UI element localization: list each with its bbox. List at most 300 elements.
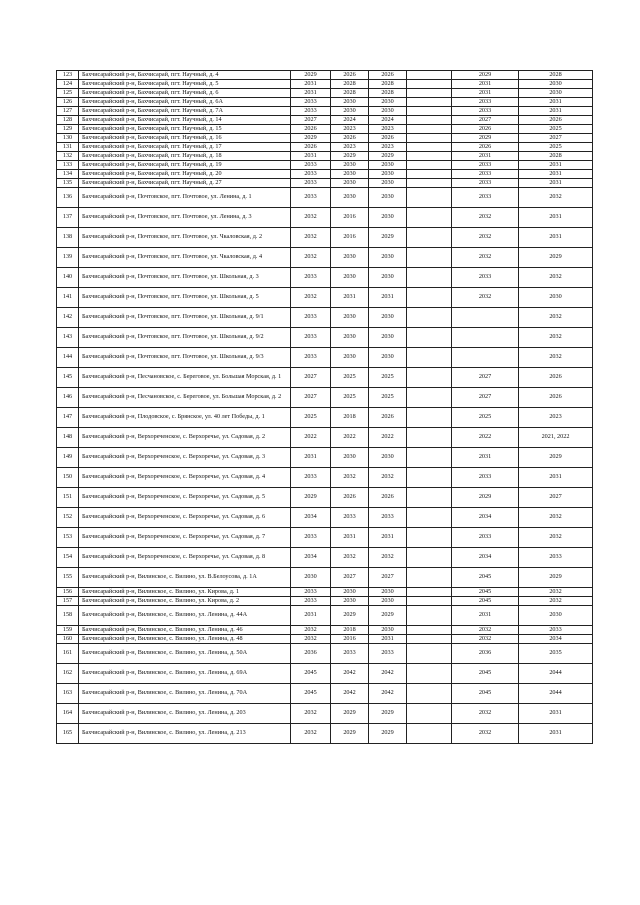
row-number-cell: 147 — [57, 408, 79, 428]
year-cell-1: 2034 — [291, 548, 331, 568]
year-cell-2: 2025 — [331, 388, 369, 408]
address-cell: Бахчисарайский р-н, Почтовское, пгт. Почтовое, ул. Чкаловская, д. 4 — [79, 248, 291, 268]
year-cell-4 — [407, 248, 452, 268]
year-cell-5: 2027 — [452, 368, 519, 388]
table-row — [57, 98, 593, 107]
year-cell-1: 2033 — [291, 468, 331, 488]
year-cell-6: 2032 — [519, 597, 593, 606]
year-cell-5: 2031 — [452, 89, 519, 98]
year-cell-1: 2045 — [291, 664, 331, 684]
table-row — [57, 528, 593, 548]
year-cell-5: 2033 — [452, 268, 519, 288]
row-number-cell: 149 — [57, 448, 79, 468]
year-cell-4 — [407, 98, 452, 107]
year-cell-6: 2035 — [519, 644, 593, 664]
year-cell-3: 2030 — [369, 170, 407, 179]
year-cell-5: 2022 — [452, 428, 519, 448]
year-cell-3: 2030 — [369, 179, 407, 188]
table-row — [57, 143, 593, 152]
year-cell-2: 2031 — [331, 288, 369, 308]
year-cell-6: 2026 — [519, 116, 593, 125]
year-cell-2: 2030 — [331, 448, 369, 468]
year-cell-5: 2032 — [452, 635, 519, 644]
year-cell-3: 2042 — [369, 664, 407, 684]
year-cell-6: 2044 — [519, 684, 593, 704]
row-number-cell: 162 — [57, 664, 79, 684]
row-number-cell: 139 — [57, 248, 79, 268]
year-cell-4 — [407, 606, 452, 626]
year-cell-3: 2033 — [369, 644, 407, 664]
year-cell-6: 2031 — [519, 468, 593, 488]
year-cell-3: 2030 — [369, 348, 407, 368]
year-cell-3: 2030 — [369, 208, 407, 228]
year-cell-3: 2025 — [369, 388, 407, 408]
year-cell-5: 2033 — [452, 107, 519, 116]
year-cell-4 — [407, 288, 452, 308]
year-cell-4 — [407, 548, 452, 568]
year-cell-3: 2030 — [369, 107, 407, 116]
year-cell-1: 2031 — [291, 80, 331, 89]
year-cell-1: 2045 — [291, 684, 331, 704]
year-cell-2: 2023 — [331, 143, 369, 152]
row-number-cell: 165 — [57, 724, 79, 744]
table-row — [57, 107, 593, 116]
year-cell-3: 2031 — [369, 635, 407, 644]
year-cell-6: 2032 — [519, 308, 593, 328]
table-row — [57, 588, 593, 597]
row-number-cell: 127 — [57, 107, 79, 116]
year-cell-6: 2030 — [519, 288, 593, 308]
year-cell-1: 2033 — [291, 188, 331, 208]
year-cell-3: 2026 — [369, 71, 407, 80]
year-cell-1: 2032 — [291, 228, 331, 248]
table-row — [57, 288, 593, 308]
row-number-cell: 125 — [57, 89, 79, 98]
year-cell-2: 2030 — [331, 588, 369, 597]
year-cell-2: 2030 — [331, 98, 369, 107]
year-cell-5: 2031 — [452, 80, 519, 89]
table-row — [57, 125, 593, 134]
year-cell-1: 2032 — [291, 635, 331, 644]
table-row — [57, 308, 593, 328]
year-cell-6: 2034 — [519, 635, 593, 644]
year-cell-4 — [407, 228, 452, 248]
year-cell-1: 2030 — [291, 568, 331, 588]
year-cell-4 — [407, 170, 452, 179]
table-row — [57, 428, 593, 448]
year-cell-1: 2033 — [291, 268, 331, 288]
row-number-cell: 130 — [57, 134, 79, 143]
year-cell-5: 2036 — [452, 644, 519, 664]
address-cell: Бахчисарайский р-н, Вилинское, с. Вилино, ул. Ленина, д. 50А — [79, 644, 291, 664]
address-cell: Бахчисарайский р-н, Вилинское, с. Вилино, ул. Ленина, д. 70А — [79, 684, 291, 704]
year-cell-3: 2042 — [369, 684, 407, 704]
year-cell-5 — [452, 328, 519, 348]
year-cell-4 — [407, 635, 452, 644]
year-cell-2: 2026 — [331, 488, 369, 508]
year-cell-3: 2026 — [369, 134, 407, 143]
year-cell-5: 2029 — [452, 488, 519, 508]
year-cell-1: 2022 — [291, 428, 331, 448]
year-cell-4 — [407, 388, 452, 408]
year-cell-5: 2033 — [452, 468, 519, 488]
year-cell-2: 2033 — [331, 508, 369, 528]
year-cell-3: 2032 — [369, 548, 407, 568]
year-cell-1: 2025 — [291, 408, 331, 428]
row-number-cell: 157 — [57, 597, 79, 606]
year-cell-5: 2025 — [452, 408, 519, 428]
year-cell-6: 2029 — [519, 448, 593, 468]
year-cell-5: 2032 — [452, 626, 519, 635]
table-row — [57, 724, 593, 744]
address-cell: Бахчисарайский р-н, Бахчисарай, пгт. Научный, д. 4 — [79, 71, 291, 80]
table-row — [57, 134, 593, 143]
year-cell-2: 2027 — [331, 568, 369, 588]
year-cell-1: 2032 — [291, 704, 331, 724]
year-cell-4 — [407, 448, 452, 468]
year-cell-5: 2033 — [452, 98, 519, 107]
year-cell-5: 2031 — [452, 448, 519, 468]
address-cell: Бахчисарайский р-н, Бахчисарай, пгт. Научный, д. 19 — [79, 161, 291, 170]
year-cell-5: 2045 — [452, 588, 519, 597]
year-cell-2: 2022 — [331, 428, 369, 448]
year-cell-1: 2033 — [291, 179, 331, 188]
year-cell-6: 2032 — [519, 328, 593, 348]
year-cell-4 — [407, 328, 452, 348]
year-cell-4 — [407, 348, 452, 368]
year-cell-1: 2032 — [291, 724, 331, 744]
table-row — [57, 548, 593, 568]
address-cell: Бахчисарайский р-н, Вилинское, с. Вилино, ул. Ленина, д. 44А — [79, 606, 291, 626]
row-number-cell: 156 — [57, 588, 79, 597]
year-cell-6: 2031 — [519, 161, 593, 170]
year-cell-4 — [407, 488, 452, 508]
address-cell: Бахчисарайский р-н, Вилинское, с. Вилино, ул. В.Белоусова, д. 1А — [79, 568, 291, 588]
year-cell-4 — [407, 684, 452, 704]
year-cell-1: 2032 — [291, 288, 331, 308]
year-cell-6: 2029 — [519, 568, 593, 588]
row-number-cell: 140 — [57, 268, 79, 288]
year-cell-3: 2024 — [369, 116, 407, 125]
year-cell-2: 2026 — [331, 71, 369, 80]
row-number-cell: 136 — [57, 188, 79, 208]
year-cell-3: 2028 — [369, 89, 407, 98]
row-number-cell: 154 — [57, 548, 79, 568]
year-cell-4 — [407, 116, 452, 125]
address-cell: Бахчисарайский р-н, Верхореченское, с. Верхоречье, ул. Садовая, д. 2 — [79, 428, 291, 448]
address-cell: Бахчисарайский р-н, Вилинское, с. Вилино, ул. Ленина, д. 213 — [79, 724, 291, 744]
table-row — [57, 228, 593, 248]
year-cell-5: 2029 — [452, 134, 519, 143]
year-cell-1: 2031 — [291, 89, 331, 98]
year-cell-5 — [452, 348, 519, 368]
year-cell-1: 2033 — [291, 528, 331, 548]
address-cell: Бахчисарайский р-н, Верхореченское, с. Верхоречье, ул. Садовая, д. 7 — [79, 528, 291, 548]
row-number-cell: 128 — [57, 116, 79, 125]
year-cell-6: 2023 — [519, 408, 593, 428]
row-number-cell: 161 — [57, 644, 79, 664]
address-cell: Бахчисарайский р-н, Бахчисарай, пгт. Научный, д. 18 — [79, 152, 291, 161]
year-cell-4 — [407, 71, 452, 80]
year-cell-2: 2030 — [331, 308, 369, 328]
year-cell-6: 2026 — [519, 388, 593, 408]
year-cell-1: 2033 — [291, 588, 331, 597]
year-cell-4 — [407, 368, 452, 388]
year-cell-5: 2031 — [452, 606, 519, 626]
row-number-cell: 164 — [57, 704, 79, 724]
year-cell-1: 2032 — [291, 248, 331, 268]
year-cell-6: 2031 — [519, 724, 593, 744]
year-cell-6: 2029 — [519, 248, 593, 268]
table-row — [57, 468, 593, 488]
year-cell-5: 2034 — [452, 508, 519, 528]
year-cell-5: 2033 — [452, 188, 519, 208]
year-cell-3: 2030 — [369, 248, 407, 268]
year-cell-6: 2032 — [519, 268, 593, 288]
year-cell-3: 2032 — [369, 468, 407, 488]
table-row — [57, 508, 593, 528]
year-cell-6: 2030 — [519, 606, 593, 626]
row-number-cell: 137 — [57, 208, 79, 228]
year-cell-6: 2030 — [519, 80, 593, 89]
year-cell-6: 2031 — [519, 704, 593, 724]
row-number-cell: 150 — [57, 468, 79, 488]
year-cell-2: 2030 — [331, 188, 369, 208]
year-cell-6: 2033 — [519, 548, 593, 568]
row-number-cell: 163 — [57, 684, 79, 704]
year-cell-4 — [407, 508, 452, 528]
year-cell-5: 2045 — [452, 684, 519, 704]
table-row — [57, 597, 593, 606]
year-cell-5: 2033 — [452, 528, 519, 548]
address-cell: Бахчисарайский р-н, Бахчисарай, пгт. Научный, д. 16 — [79, 134, 291, 143]
row-number-cell: 144 — [57, 348, 79, 368]
row-number-cell: 160 — [57, 635, 79, 644]
table-row — [57, 606, 593, 626]
address-cell: Бахчисарайский р-н, Почтовское, пгт. Почтовое, ул. Школьная, д. 9/2 — [79, 328, 291, 348]
table-row — [57, 684, 593, 704]
year-cell-1: 2029 — [291, 134, 331, 143]
table-row — [57, 448, 593, 468]
address-cell: Бахчисарайский р-н, Песчановское, с. Береговое, ул. Большая Морская, д. 2 — [79, 388, 291, 408]
year-cell-3: 2022 — [369, 428, 407, 448]
row-number-cell: 138 — [57, 228, 79, 248]
year-cell-1: 2026 — [291, 143, 331, 152]
year-cell-2: 2016 — [331, 208, 369, 228]
year-cell-2: 2018 — [331, 408, 369, 428]
address-cell: Бахчисарайский р-н, Почтовское, пгт. Почтовое, ул. Школьная, д. 5 — [79, 288, 291, 308]
year-cell-4 — [407, 89, 452, 98]
year-cell-5: 2045 — [452, 664, 519, 684]
year-cell-3: 2029 — [369, 228, 407, 248]
year-cell-3: 2029 — [369, 724, 407, 744]
year-cell-3: 2029 — [369, 606, 407, 626]
address-cell: Бахчисарайский р-н, Почтовское, пгт. Почтовое, ул. Школьная, д. 3 — [79, 268, 291, 288]
year-cell-3: 2030 — [369, 328, 407, 348]
year-cell-5: 2033 — [452, 179, 519, 188]
year-cell-3: 2030 — [369, 626, 407, 635]
table-row — [57, 80, 593, 89]
address-cell: Бахчисарайский р-н, Почтовское, пгт. Почтовое, ул. Чкаловская, д. 2 — [79, 228, 291, 248]
year-cell-2: 2030 — [331, 348, 369, 368]
row-number-cell: 135 — [57, 179, 79, 188]
year-cell-5: 2033 — [452, 161, 519, 170]
year-cell-6: 2031 — [519, 107, 593, 116]
table-row — [57, 626, 593, 635]
row-number-cell: 133 — [57, 161, 79, 170]
year-cell-4 — [407, 597, 452, 606]
year-cell-3: 2030 — [369, 188, 407, 208]
year-cell-1: 2033 — [291, 348, 331, 368]
year-cell-2: 2030 — [331, 179, 369, 188]
year-cell-5: 2032 — [452, 228, 519, 248]
row-number-cell: 131 — [57, 143, 79, 152]
year-cell-1: 2034 — [291, 508, 331, 528]
year-cell-2: 2024 — [331, 116, 369, 125]
year-cell-3: 2025 — [369, 368, 407, 388]
year-cell-5: 2027 — [452, 388, 519, 408]
year-cell-2: 2029 — [331, 606, 369, 626]
year-cell-6: 2028 — [519, 71, 593, 80]
year-cell-2: 2018 — [331, 626, 369, 635]
address-cell: Бахчисарайский р-н, Вилинское, с. Вилино, ул. Кирова, д. 1 — [79, 588, 291, 597]
year-cell-4 — [407, 188, 452, 208]
address-cell: Бахчисарайский р-н, Верхореченское, с. Верхоречье, ул. Садовая, д. 6 — [79, 508, 291, 528]
year-cell-1: 2033 — [291, 308, 331, 328]
row-number-cell: 148 — [57, 428, 79, 448]
address-cell: Бахчисарайский р-н, Бахчисарай, пгт. Научный, д. 6 — [79, 89, 291, 98]
year-cell-2: 2030 — [331, 248, 369, 268]
year-cell-6: 2027 — [519, 134, 593, 143]
row-number-cell: 141 — [57, 288, 79, 308]
table-body — [57, 71, 593, 744]
year-cell-3: 2027 — [369, 568, 407, 588]
year-cell-5: 2027 — [452, 116, 519, 125]
address-cell: Бахчисарайский р-н, Почтовское, пгт. Почтовое, ул. Школьная, д. 9/1 — [79, 308, 291, 328]
year-cell-3: 2023 — [369, 125, 407, 134]
table-row — [57, 704, 593, 724]
year-cell-2: 2042 — [331, 684, 369, 704]
table-row — [57, 368, 593, 388]
year-cell-3: 2023 — [369, 143, 407, 152]
address-cell: Бахчисарайский р-н, Бахчисарай, пгт. Научный, д. 6А — [79, 98, 291, 107]
year-cell-4 — [407, 143, 452, 152]
year-cell-5: 2045 — [452, 597, 519, 606]
year-cell-6: 2032 — [519, 188, 593, 208]
row-number-cell: 123 — [57, 71, 79, 80]
table-row — [57, 116, 593, 125]
address-cell: Бахчисарайский р-н, Вилинское, с. Вилино, ул. Ленина, д. 69А — [79, 664, 291, 684]
year-cell-3: 2031 — [369, 288, 407, 308]
year-cell-2: 2026 — [331, 134, 369, 143]
table-row — [57, 328, 593, 348]
address-cell: Бахчисарайский р-н, Бахчисарай, пгт. Научный, д. 17 — [79, 143, 291, 152]
year-cell-6: 2026 — [519, 368, 593, 388]
address-cell: Бахчисарайский р-н, Верхореченское, с. Верхоречье, ул. Садовая, д. 3 — [79, 448, 291, 468]
year-cell-2: 2030 — [331, 161, 369, 170]
address-cell: Бахчисарайский р-н, Вилинское, с. Вилино, ул. Ленина, д. 203 — [79, 704, 291, 724]
address-cell: Бахчисарайский р-н, Плодовское, с. Брянское, ул. 40 лет Победы, д. 1 — [79, 408, 291, 428]
address-cell: Бахчисарайский р-н, Вилинское, с. Вилино, ул. Кирова, д. 2 — [79, 597, 291, 606]
row-number-cell: 153 — [57, 528, 79, 548]
year-cell-5: 2032 — [452, 248, 519, 268]
year-cell-2: 2028 — [331, 89, 369, 98]
year-cell-4 — [407, 528, 452, 548]
row-number-cell: 158 — [57, 606, 79, 626]
row-number-cell: 134 — [57, 170, 79, 179]
year-cell-3: 2030 — [369, 268, 407, 288]
year-cell-4 — [407, 208, 452, 228]
year-cell-4 — [407, 408, 452, 428]
row-number-cell: 126 — [57, 98, 79, 107]
address-cell: Бахчисарайский р-н, Бахчисарай, пгт. Научный, д. 5 — [79, 80, 291, 89]
table-row — [57, 179, 593, 188]
year-cell-5: 2026 — [452, 143, 519, 152]
year-cell-6: 2025 — [519, 143, 593, 152]
year-cell-5: 2031 — [452, 152, 519, 161]
year-cell-3: 2030 — [369, 597, 407, 606]
year-cell-3: 2030 — [369, 308, 407, 328]
address-cell: Бахчисарайский р-н, Вилинское, с. Вилино, ул. Ленина, д. 46 — [79, 626, 291, 635]
table-row — [57, 644, 593, 664]
year-cell-2: 2030 — [331, 268, 369, 288]
year-cell-6: 2031 — [519, 208, 593, 228]
year-cell-5: 2034 — [452, 548, 519, 568]
year-cell-4 — [407, 125, 452, 134]
year-cell-5: 2032 — [452, 724, 519, 744]
year-cell-3: 2033 — [369, 508, 407, 528]
year-cell-4 — [407, 468, 452, 488]
year-cell-5: 2032 — [452, 704, 519, 724]
year-cell-3: 2030 — [369, 588, 407, 597]
year-cell-3: 2030 — [369, 98, 407, 107]
year-cell-1: 2026 — [291, 125, 331, 134]
year-cell-4 — [407, 152, 452, 161]
year-cell-5: 2032 — [452, 288, 519, 308]
year-cell-4 — [407, 588, 452, 597]
year-cell-3: 2026 — [369, 408, 407, 428]
table-row — [57, 635, 593, 644]
year-cell-3: 2031 — [369, 528, 407, 548]
year-cell-5: 2033 — [452, 170, 519, 179]
table-row — [57, 488, 593, 508]
address-cell: Бахчисарайский р-н, Верхореченское, с. Верхоречье, ул. Садовая, д. 4 — [79, 468, 291, 488]
year-cell-6: 2021, 2022 — [519, 428, 593, 448]
row-number-cell: 129 — [57, 125, 79, 134]
year-cell-1: 2033 — [291, 328, 331, 348]
year-cell-2: 2033 — [331, 644, 369, 664]
year-cell-5: 2032 — [452, 208, 519, 228]
year-cell-2: 2016 — [331, 635, 369, 644]
year-cell-1: 2036 — [291, 644, 331, 664]
year-cell-3: 2029 — [369, 704, 407, 724]
year-cell-6: 2028 — [519, 152, 593, 161]
table-row — [57, 71, 593, 80]
table-row — [57, 388, 593, 408]
address-cell: Бахчисарайский р-н, Песчановское, с. Береговое, ул. Большая Морская, д. 1 — [79, 368, 291, 388]
year-cell-6: 2031 — [519, 98, 593, 107]
year-cell-4 — [407, 134, 452, 143]
year-cell-4 — [407, 80, 452, 89]
row-number-cell: 151 — [57, 488, 79, 508]
year-cell-4 — [407, 664, 452, 684]
year-cell-6: 2027 — [519, 488, 593, 508]
year-cell-1: 2031 — [291, 448, 331, 468]
year-cell-4 — [407, 161, 452, 170]
year-cell-6: 2031 — [519, 170, 593, 179]
year-cell-6: 2033 — [519, 626, 593, 635]
address-cell: Бахчисарайский р-н, Бахчисарай, пгт. Научный, д. 27 — [79, 179, 291, 188]
